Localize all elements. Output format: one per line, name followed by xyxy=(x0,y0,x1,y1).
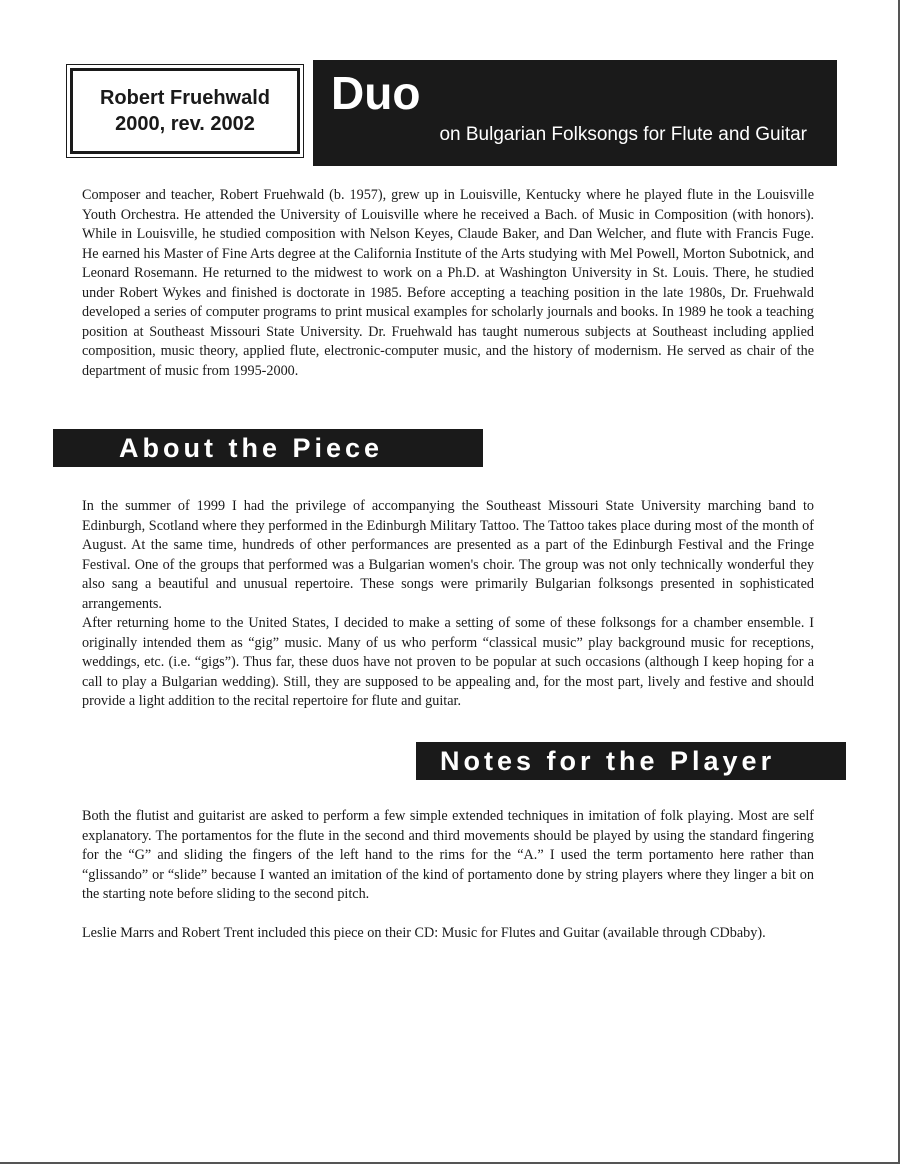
notes-paragraph: Both the flutist and guitarist are asked to perform a few simple extended techniques in imitation of folk playing. Most are self explanatory. The portamentos for the flute in the second and third movements should be played by using the standard fingering for the “G” and sliding the fingers of the left hand to the rims for the “A.” I used the term portamento here rather than “glissando” or “slide” because I wanted an imitation of the kind of portamento done by string players where they linger a bit on the starting note before sliding to the second pitch. xyxy=(82,808,814,902)
title-banner xyxy=(313,60,837,166)
notes-section-body xyxy=(82,807,814,944)
piece-title: Duo xyxy=(331,67,421,119)
notes-section-heading: Notes for the Player xyxy=(416,742,846,780)
about-section-body xyxy=(82,497,814,712)
about-section-heading: About the Piece xyxy=(53,429,483,467)
piece-subtitle: on Bulgarian Folksongs for Flute and Guitar xyxy=(439,124,807,145)
composer-info-box xyxy=(70,68,300,154)
about-paragraph: In the summer of 1999 I had the privilege of accompanying the Southeast Missouri State University marching band to Edinburgh, Scotland where they performed in the Edinburgh Military Tattoo. The Tattoo takes place during most of the month of August. At the same time, hundreds of other performances are presented as a part of the Edinburgh Festival and the Fringe Festival. One of the groups that performed was a Bulgarian women's choir. The group was not only technically wonderful they also sang a beautiful and unusual repertoire. These songs were primarily Bulgarian folksongs presented in sophisticated arrangements. xyxy=(82,498,814,612)
composer-name: Robert Fruehwald xyxy=(99,87,270,109)
composition-date: 2000, rev. 2002 xyxy=(115,113,255,135)
composer-biography xyxy=(82,186,814,381)
biography-paragraph: Composer and teacher, Robert Fruehwald (b. 1957), grew up in Louisville, Kentucky where he played flute in the Louisville Youth Orchestra. He attended the University of Louisville where he received a Bach. of Music in Composition (with honors). While in Louisville, he studied composition with Nelson Keyes, Claude Baker, and Dan Welcher, and flute with Francis Fuge. He earned his Master of Fine Arts degree at the California Institute of the Arts studying with Mel Powell, Morton Subotnick, and Leonard Rosemann. He returned to the midwest to work on a Ph.D. at Washington University in St. Louis. There, he studied under Robert Wykes and finished is doctorate in 1985. Before accepting a teaching position in the late 1980s, Dr. Fruehwald developed a series of computer programs to print musical examples for scholarly journals and books. In 1989 he took a teaching position at Southeast Missouri State University. Dr. Fruehwald has taught numerous subjects at Southeast including applied composition, music theory, applied flute, electronic-computer music, and the history of modernism. He served as chair of the department of music from 1995-2000. xyxy=(82,187,814,379)
notes-paragraph: Leslie Marrs and Robert Trent included this piece on their CD: Music for Flutes and Guitar (available through CDbaby). xyxy=(82,925,766,941)
about-paragraph: After returning home to the United States, I decided to make a setting of some of these folksongs for a chamber ensemble. I originally intended them as “gig” music. Many of us who perform “classical music” play background music for receptions, weddings, etc. (i.e. “gigs”). Thus far, these duos have not proven to be popular at such occasions (although I keep hoping for a call to play a Bulgarian wedding). Still, they are supposed to be appealing and, for the most part, lively and festive and should provide a light addition to the recital repertoire for flute and guitar. xyxy=(82,615,814,709)
